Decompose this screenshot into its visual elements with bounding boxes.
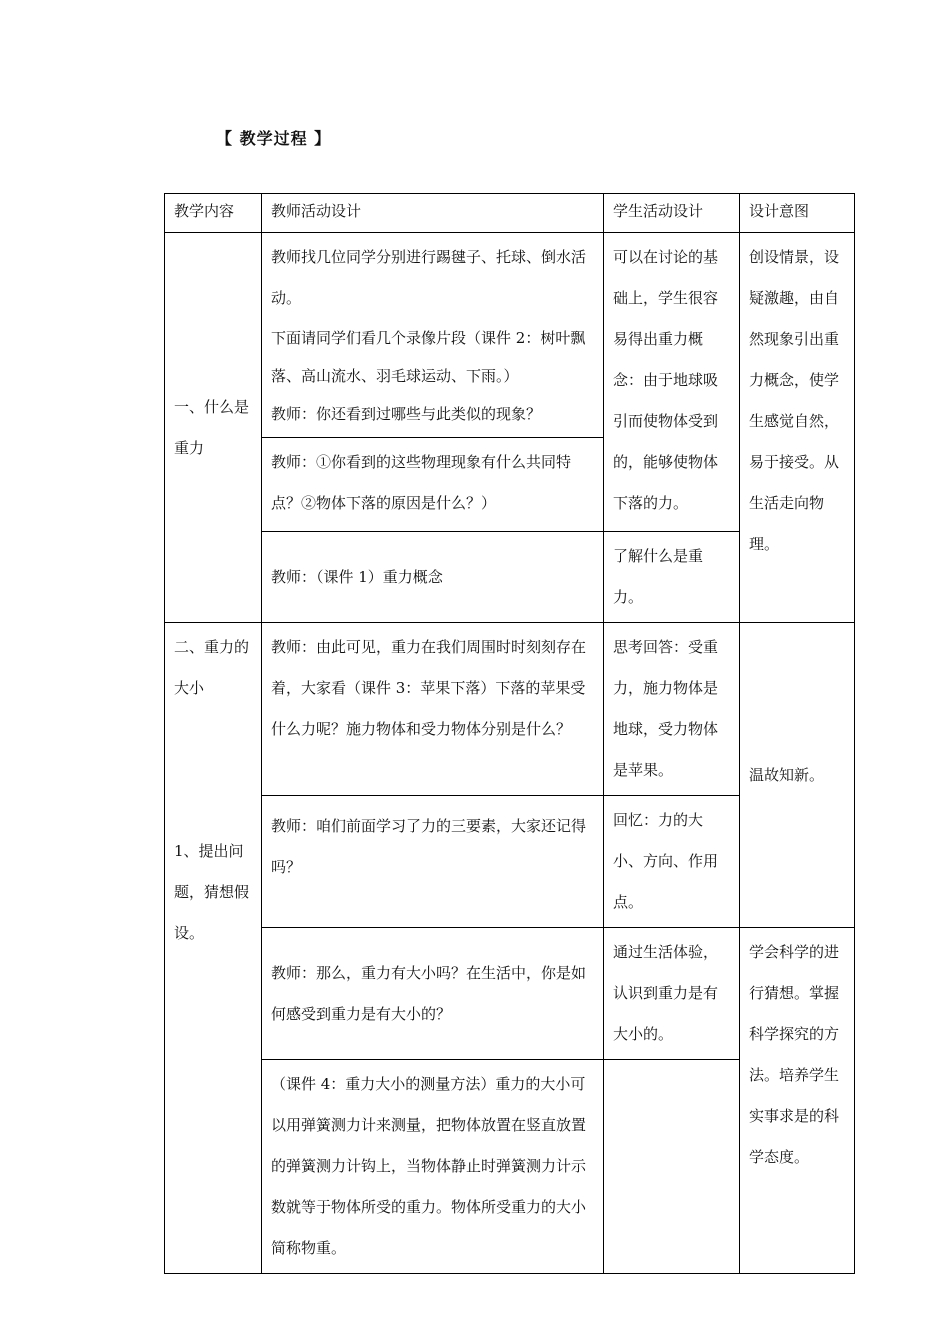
teacher-activity-cell: 教师：①你看到的这些物理现象有什么共同特点？②物体下落的原因是什么？）	[262, 438, 604, 532]
header-content: 教学内容	[165, 194, 262, 233]
table-row	[165, 928, 855, 1060]
student-activity-cell: 思考回答：受重力，施力物体是地球，受力物体是苹果。	[604, 623, 740, 796]
student-activity-cell: 可以在讨论的基础上，学生很容易得出重力概念：由于地球吸引而使物体受到的，能够使物体下落的力。	[604, 233, 740, 532]
content-gravity-magnitude-cell	[165, 623, 262, 1274]
teacher-activity-cell	[262, 233, 604, 438]
student-activity-cell: 回忆：力的大小、方向、作用点。	[604, 796, 740, 928]
content-section-title: 二、重力的大小	[174, 638, 250, 697]
teacher-activity-cell: 教师：（课件 1）重力概念	[262, 532, 604, 623]
content-subsection: 1、提出问题，猜想假设。	[174, 842, 250, 942]
student-activity-cell: 了解什么是重力。	[604, 532, 740, 623]
student-activity-cell: 通过生活体验，认识到重力是有大小的。	[604, 928, 740, 1060]
student-activity-cell	[604, 1060, 740, 1274]
teacher-paragraph: 下面请同学们看几个录像片段（课件 2：树叶飘落、高山流水、羽毛球运动、下雨。）	[271, 329, 586, 385]
table-row	[165, 623, 855, 796]
teacher-paragraph: 教师：你还看到过哪些与此类似的现象？	[271, 405, 542, 423]
design-intent-cell: 创设情景，设疑激趣，由自然现象引出重力概念，使学生感觉自然，易于接受。从生活走向物理。	[740, 233, 855, 623]
section-heading: 【 教学过程 】	[216, 129, 332, 148]
teacher-paragraph: 教师找几位同学分别进行踢毽子、托球、倒水活动。	[271, 248, 587, 307]
design-intent-cell: 温故知新。	[740, 623, 855, 928]
teacher-activity-cell: 教师：由此可见，重力在我们周围时时刻刻存在着，大家看（课件 3：苹果下落）下落的苹果受什么力呢？施力物体和受力物体分别是什么？	[262, 623, 604, 796]
teacher-activity-cell: （课件 4：重力大小的测量方法）重力的大小可以用弹簧测力计来测量，把物体放置在竖直放置的弹簧测力计钩上，当物体静止时弹簧测力计示数就等于物体所受的重力。物体所受重力的大小简称物重。	[262, 1060, 604, 1274]
header-design-intent: 设计意图	[740, 194, 855, 233]
teacher-activity-cell: 教师：那么，重力有大小吗？在生活中，你是如何感受到重力是有大小的？	[262, 928, 604, 1060]
teacher-paragraph: 教师：咱们前面学习了力的三要素，大家还记得吗？	[271, 817, 587, 876]
content-what-is-gravity: 一、什么是重力	[165, 233, 262, 623]
header-student-activity: 学生活动设计	[604, 194, 740, 233]
lesson-process-table	[164, 193, 855, 1274]
teacher-activity-cell	[262, 796, 604, 928]
header-teacher-activity: 教师活动设计	[262, 194, 604, 233]
table-header-row	[165, 194, 855, 233]
design-intent-cell: 学会科学的进行猜想。掌握科学探究的方法。培养学生实事求是的科学态度。	[740, 928, 855, 1274]
table-row	[165, 233, 855, 438]
